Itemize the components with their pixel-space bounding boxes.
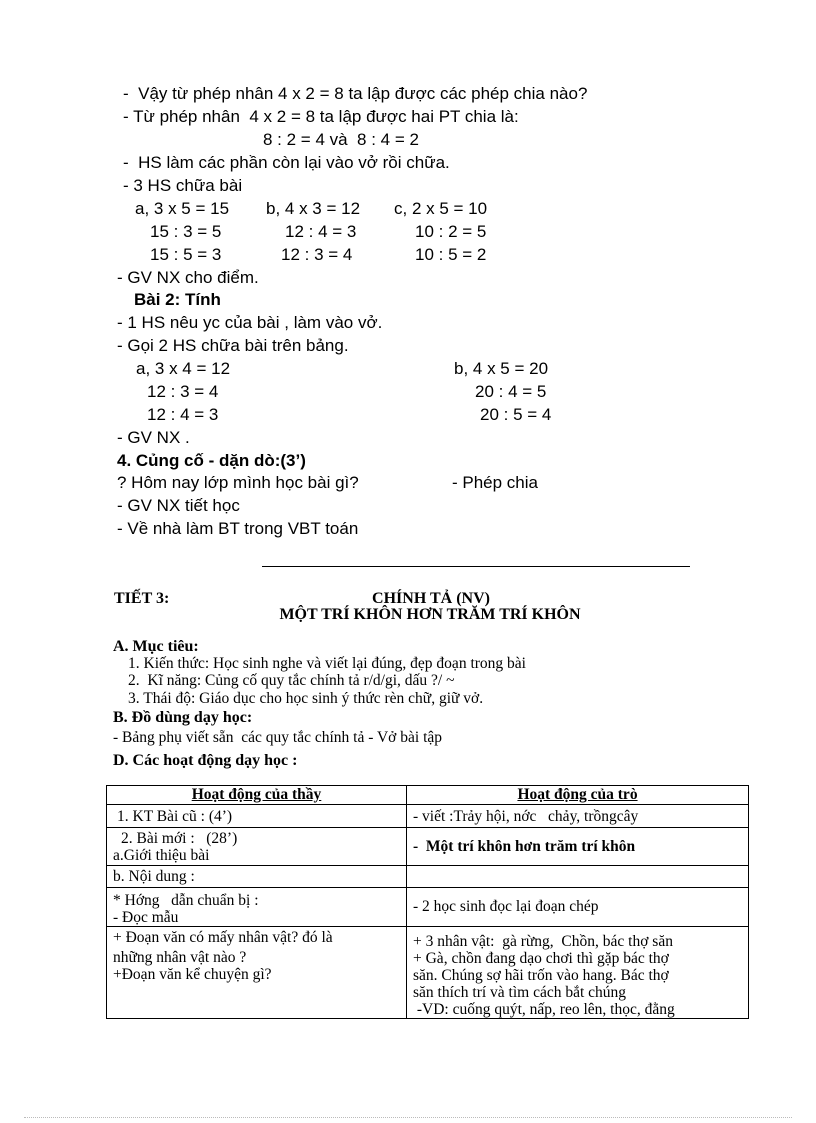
ex1-a-line: a, 3 x 5 = 15	[135, 199, 230, 218]
ex1-a-line: 15 : 5 = 3	[150, 245, 222, 264]
cell-text: +Đoạn văn kể chuyện gì?	[113, 966, 272, 983]
student-cell	[407, 805, 749, 828]
cell-text: a.Giới thiệu bài	[113, 847, 210, 864]
cell-text: * Hớng dẫn chuẩn bị :	[113, 892, 259, 909]
review-answer: - Phép chia	[452, 473, 538, 492]
students-correct-line: - 3 HS chữa bài	[123, 176, 243, 195]
lesson-title: MỘT TRÍ KHÔN HƠN TRĂM TRÍ KHÔN	[279, 606, 581, 623]
student-column-header: Hoạt động của trò	[407, 786, 749, 805]
table-row	[107, 927, 749, 1019]
cell-text: săn thích trí và tìm cách bắt chúng	[413, 984, 627, 1001]
bai2-line: - 1 HS nêu yc của bài , làm vào vở.	[117, 313, 383, 332]
student-cell	[407, 866, 749, 888]
cell-text: b. Nội dung :	[113, 868, 195, 885]
table-row	[107, 828, 749, 866]
cell-text: - 2 học sinh đọc lại đoạn chép	[413, 898, 599, 915]
cell-text: những nhân vật nào ?	[113, 949, 247, 966]
student-cell	[407, 927, 749, 1019]
materials-text: - Bảng phụ viết sẵn các quy tắc chính tả - Vở bài tập	[113, 729, 443, 746]
cell-text: 2. Bài mới : (28’)	[121, 830, 238, 847]
cell-text: + 3 nhân vật: gà rừng, Chồn, bác thợ săn	[413, 933, 673, 950]
ex2-a-line: 12 : 4 = 3	[147, 405, 219, 424]
answer-line: - Từ phép nhân 4 x 2 = 8 ta lập được hai PT chia là:	[123, 107, 519, 126]
closing-line: - Về nhà làm BT trong VBT toán	[117, 519, 359, 538]
gv-nx-score-line: - GV NX cho điểm.	[117, 268, 259, 287]
ex1-b-line: b, 4 x 3 = 12	[266, 199, 361, 218]
table-header-row	[107, 786, 749, 805]
closing-line: - GV NX tiết học	[117, 496, 240, 515]
question-line: - Vậy từ phép nhân 4 x 2 = 8 ta lập được các phép chia nào?	[123, 84, 588, 103]
teacher-cell	[107, 828, 407, 866]
review-question: ? Hôm nay lớp mình học bài gì?	[117, 473, 359, 492]
table-row	[107, 866, 749, 888]
ex2-b-line: 20 : 5 = 4	[480, 405, 552, 424]
materials-heading: B. Đồ dùng dạy học:	[113, 709, 253, 726]
ex2-a-line: a, 3 x 4 = 12	[136, 359, 231, 378]
section-divider	[262, 566, 690, 567]
ex1-c-line: 10 : 5 = 2	[415, 245, 487, 264]
ex1-b-line: 12 : 4 = 3	[285, 222, 357, 241]
activities-heading: D. Các hoạt động dạy học :	[113, 752, 298, 769]
lesson-label: TIẾT 3:	[114, 590, 170, 607]
ex1-c-line: c, 2 x 5 = 10	[394, 199, 488, 218]
cell-text: - Đọc mẫu	[113, 909, 179, 926]
cell-text: - viết :Trảy hội, nớc chảy, trồngcây	[413, 808, 639, 825]
cell-text: - Một trí khôn hơn trăm trí khôn	[413, 838, 636, 855]
gv-nx-line: - GV NX .	[117, 428, 190, 447]
goal-item: 2. Kĩ năng: Củng cố quy tắc chính tả r/d/gi, dấu ?/ ~	[128, 672, 455, 689]
ex2-b-line: 20 : 4 = 5	[475, 382, 547, 401]
bai2-title: Bài 2: Tính	[134, 290, 221, 309]
ex2-b-line: b, 4 x 5 = 20	[454, 359, 549, 378]
teacher-cell	[107, 888, 407, 927]
student-cell	[407, 828, 749, 866]
table-row	[107, 888, 749, 927]
cell-text: -VD: cuống quýt, nấp, reo lên, thọc, đằng	[413, 1001, 675, 1018]
lesson-subject: CHÍNH TẢ (NV)	[372, 590, 490, 607]
teacher-cell	[107, 805, 407, 828]
cell-text: săn. Chúng sợ hãi trốn vào hang. Bác thợ	[413, 967, 669, 984]
goal-item: 3. Thái độ: Giáo dục cho học sinh ý thức rèn chữ, giữ vở.	[128, 690, 484, 707]
cell-text: + Đoạn văn có mấy nhân vật? đó là	[113, 929, 333, 946]
goals-heading: A. Mục tiêu:	[113, 638, 199, 655]
teacher-column-header: Hoạt động của thầy	[107, 786, 407, 805]
student-cell	[407, 888, 749, 927]
section4-title: 4. Củng cố - dặn dò:(3’)	[117, 451, 306, 470]
instruction-line: - HS làm các phần còn lại vào vở rồi chữa.	[123, 153, 450, 172]
goal-item: 1. Kiến thức: Học sinh nghe và viết lại đúng, đẹp đoạn trong bài	[128, 655, 526, 672]
cell-text: 1. KT Bài cũ : (4’)	[117, 808, 233, 825]
table-row	[107, 805, 749, 828]
cell-text: + Gà, chồn đang dạo chơi thì gặp bác thợ	[413, 950, 669, 967]
ex2-a-line: 12 : 3 = 4	[147, 382, 219, 401]
division-result-line: 8 : 2 = 4 và 8 : 4 = 2	[263, 130, 419, 149]
teacher-cell	[107, 927, 407, 1019]
bai2-line: - Gọi 2 HS chữa bài trên bảng.	[117, 336, 349, 355]
ex1-b-line: 12 : 3 = 4	[281, 245, 353, 264]
activities-table	[106, 785, 749, 1019]
ex1-a-line: 15 : 3 = 5	[150, 222, 222, 241]
ex1-c-line: 10 : 2 = 5	[415, 222, 487, 241]
teacher-cell	[107, 866, 407, 888]
page-bottom-dotted-line	[24, 1117, 792, 1118]
